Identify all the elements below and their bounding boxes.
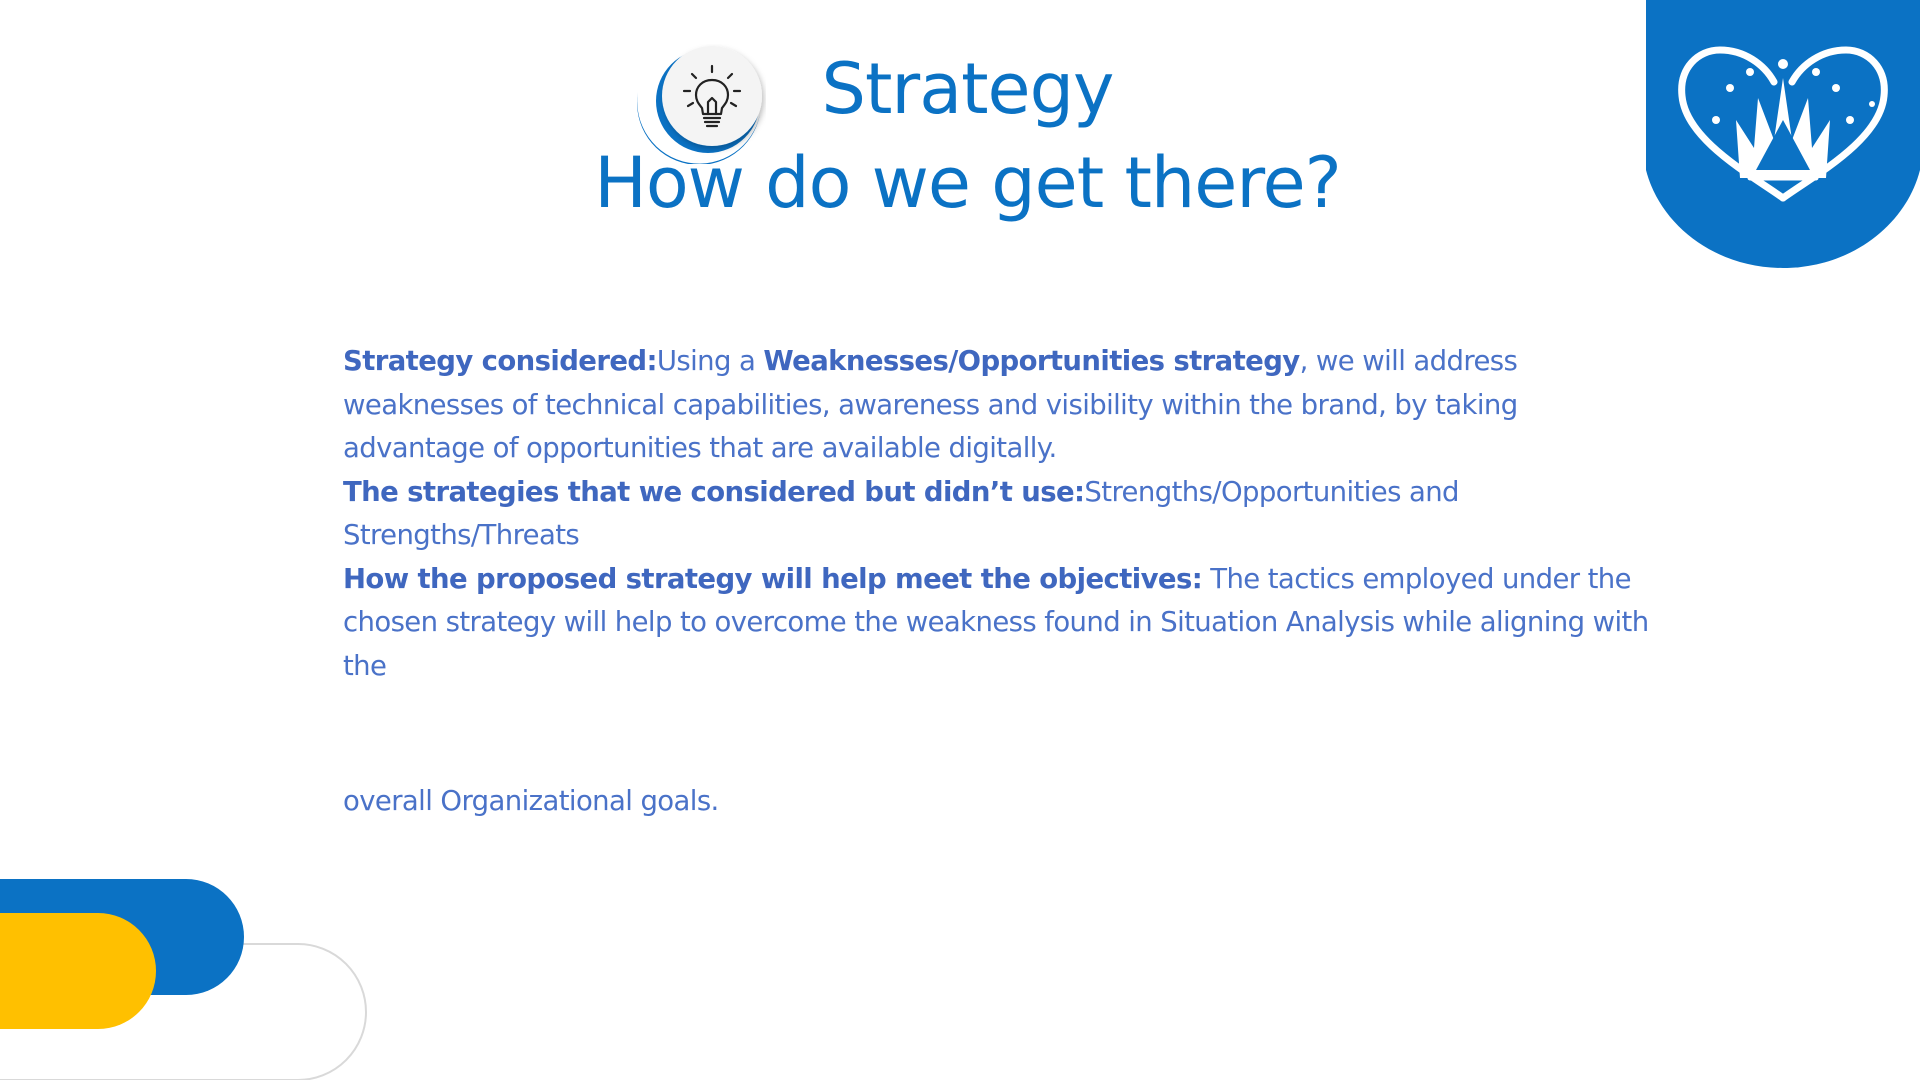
paragraph-strategies-not-used [343,471,1663,558]
slide-title: Strategy [821,48,1114,130]
label-strategy-considered: Strategy considered: [343,345,657,377]
strategy-body [343,340,1663,824]
spacer [343,688,1663,780]
text-strategy-considered-a: Using a [656,345,764,377]
bold-weaknesses-opportunities: Weaknesses/Opportunities strategy [763,345,1300,377]
text-strategy-considered-b: , we will address weaknesses of technical capabilities, awareness and visibility within the brand, by taking advantage of opportunities that are available digitally. [343,345,1518,464]
paragraph-strategy-considered [343,340,1663,471]
label-meet-objectives: How the proposed strategy will help meet the objectives: [343,562,1203,595]
text-strategies-not-used: Strengths/Opportunities and Strengths/Threats [343,475,1459,551]
label-strategies-not-used: The strategies that we considered but didn’t use: [343,475,1085,508]
paragraph-organizational-goals: overall Organizational goals. [343,785,719,817]
decorative-pills [0,860,380,1080]
heart-crown-logo [1646,0,1920,268]
slide-subtitle: How do we get there? [594,142,1341,224]
paragraph-meet-objectives [343,558,1663,689]
text-meet-objectives: The tactics employed under the chosen strategy will help to overcome the weakness found in Situation Analysis while aligning with the [343,562,1649,682]
